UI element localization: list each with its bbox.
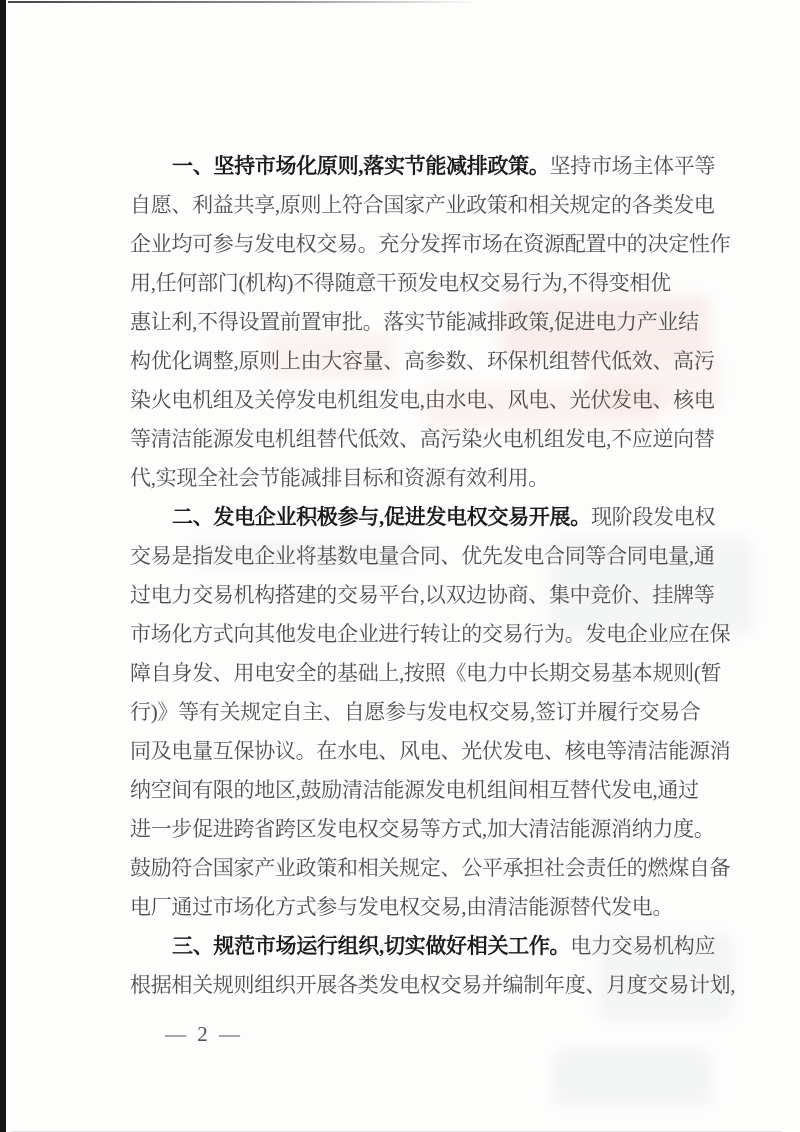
text-line: 纳空间有限的地区,鼓励清洁能源发电机组间相互替代发电,通过 (130, 778, 699, 802)
paragraph-3-heading-rest: 电力交易机构应 (570, 934, 716, 958)
text-line: 行)》等有关规定自主、自愿参与发电权交易,签订并履行交易合 (130, 700, 701, 724)
paragraph-2-heading-rest: 现阶段发电权 (590, 505, 716, 529)
text-line: 染火电机组及关停发电机组发电,由水电、风电、光伏发电、核电 (130, 388, 715, 412)
document-body (130, 147, 736, 1005)
text-line: 鼓励符合国家产业政策和相关规定、公平承担社会责任的燃煤自备 (130, 856, 731, 880)
paragraph-1-heading-rest: 坚持市场主体平等 (549, 154, 716, 178)
text-line: 构优化调整,原则上由大容量、高参数、环保机组替代低效、高污 (130, 349, 715, 373)
text-line: 过电力交易机构搭建的交易平台,以双边协商、集中竞价、挂牌等 (130, 583, 715, 607)
text-line: 障自身发、用电安全的基础上,按照《电力中长期交易基本规则(暂 (130, 661, 722, 685)
text-line: 进一步促进跨省跨区发电权交易等方式,加大清洁能源消纳力度。 (130, 817, 715, 841)
text-line: 交易是指发电企业将基数电量合同、优先发电合同等合同电量,通 (130, 544, 715, 568)
text-line: 代,实现全社会节能减排目标和资源有效利用。 (130, 466, 549, 490)
paragraph-2 (130, 498, 730, 927)
scan-edge-left (0, 0, 6, 1132)
page-number: — 2 — (165, 1022, 243, 1046)
paragraph-1-heading: 一、坚持市场化原则,落实节能减排政策。 (172, 154, 550, 178)
paragraph-2-heading-line (130, 498, 730, 537)
paragraph-1-heading-line (130, 147, 730, 186)
ink-bleedthrough-artifact (552, 1048, 712, 1106)
text-line: 用,任何部门(机构)不得随意干预发电权交易行为,不得变相优 (130, 271, 671, 295)
text-line: 市场化方式向其他发电企业进行转让的交易行为。发电企业应在保 (130, 622, 731, 646)
scan-edge-top (8, 1, 478, 3)
text-line: 根据相关规则组织开展各类发电权交易并编制年度、月度交易计划, (130, 973, 736, 997)
text-line: 企业均可参与发电权交易。充分发挥市场在资源配置中的决定性作 (130, 232, 731, 256)
text-line: 电厂通过市场化方式参与发电权交易,由清洁能源替代发电。 (130, 895, 674, 919)
paragraph-3-heading: 三、规范市场运行组织,切实做好相关工作。 (172, 934, 571, 958)
paragraph-3 (130, 927, 736, 1005)
text-line: 惠让利,不得设置前置审批。落实节能减排政策,促进电力产业结 (130, 310, 699, 334)
paragraph-2-heading: 二、发电企业积极参与,促进发电权交易开展。 (172, 505, 591, 529)
paragraph-3-heading-line (130, 927, 730, 966)
text-line: 同及电量互保协议。在水电、风电、光伏发电、核电等清洁能源消 (130, 739, 731, 763)
text-line: 等清洁能源发电机组替代低效、高污染火电机组发电,不应逆向替 (130, 427, 715, 451)
paragraph-1 (130, 147, 730, 498)
text-line: 自愿、利益共享,原则上符合国家产业政策和相关规定的各类发电 (130, 193, 715, 217)
